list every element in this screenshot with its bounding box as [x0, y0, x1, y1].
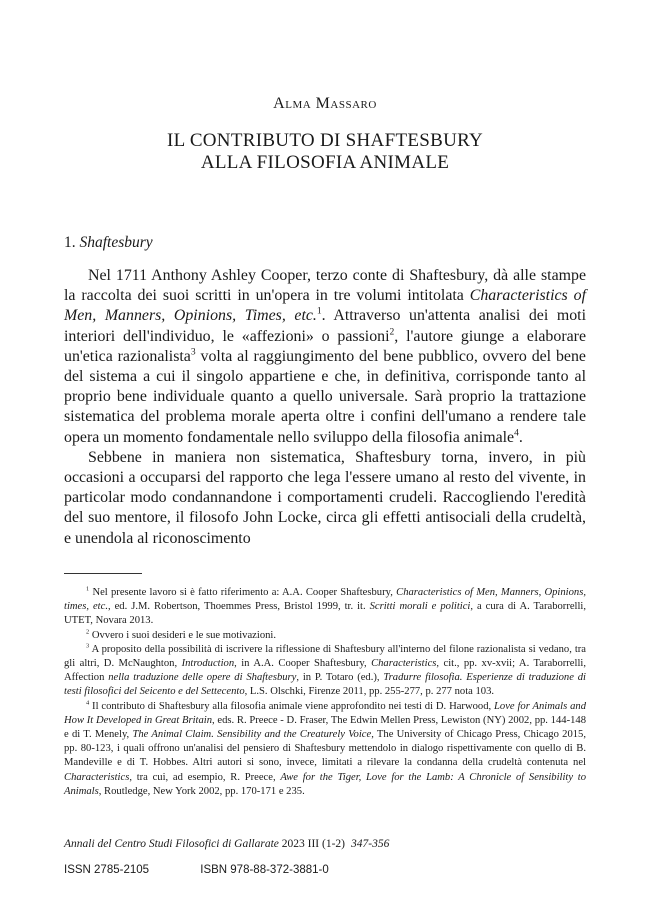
footnote-ref-2[interactable]: 2 — [389, 326, 395, 338]
citation-title: nella traduzione delle opere di Shaftesbury — [108, 672, 297, 684]
title-line-2: ALLA FILOSOFIA ANIMALE — [200, 152, 450, 173]
citation-title: Tradurre filosofia. Esperienze di traduzione di testi filosofici del Seicento e del Settecento — [64, 672, 586, 698]
text-run: , cit., pp. xv-xvii; A. Taraborrelli, Affection — [64, 658, 586, 684]
footnote-3 — [64, 643, 586, 700]
author-name: Alma Massaro — [273, 95, 377, 112]
text-run: . Attraverso un'attenta analisi dei moti interiori dell'individuo, le «affezioni» o passioni — [64, 307, 586, 345]
footnote-number: 3 — [86, 642, 90, 650]
text-run: , tra cui, ad esempio, R. Preece, — [129, 771, 281, 783]
text-run: . — [518, 428, 523, 446]
text-run: , L.S. Olschki, Firenze 2011, pp. 255-277, p. 277 nota 103. — [244, 686, 495, 698]
text-run: , The University of Chicago Press, Chicago 2015, pp. 80-123, i quali offrono un'analisi del pensiero di Shaftesbury mettendolo in dialogo rispettivamente con quello di B. Mandeville e di T. Hobbes. Altri autori si sono, invece, limitati a rilevare la condanna della crudeltà contenuta nel — [64, 729, 586, 769]
section-number: 1. — [64, 234, 76, 251]
page-range: 347-356 — [350, 838, 390, 850]
journal-citation — [64, 838, 389, 850]
citation-title: Characteristics of Men, Manners, Opinions, times, etc. — [64, 587, 586, 613]
isbn: ISBN 978-88-372-3881-0 — [200, 864, 329, 876]
footnote-number: 4 — [86, 699, 90, 707]
citation-title: Introduction — [181, 658, 235, 670]
journal-name: Annali del Centro Studi Filosofici di Gallarate — [64, 838, 279, 850]
footnote-number: 2 — [86, 628, 90, 636]
text-run: , in A.A. Cooper Shaftesbury, — [234, 658, 372, 670]
citation-title: Characteristics — [64, 771, 130, 783]
text-run: , eds. R. Preece - D. Fraser, The Edwin Mellen Press, Lewiston (NY) 2002, pp. 144-148 e di T. Menely, — [64, 714, 586, 741]
body-text — [64, 266, 586, 549]
text-run: , a cura di A. Taraborrelli, UTET, Novara 2013. — [64, 601, 587, 627]
publication-identifiers — [64, 864, 329, 876]
text-run: Il contributo di Shaftesbury alla filosofia animale viene approfondito nei testi di D. Harwood, — [89, 700, 495, 712]
section-heading — [64, 234, 153, 252]
footnote-1 — [64, 586, 586, 629]
journal-volume: 2023 III (1-2) — [278, 838, 345, 850]
text-run: volta al raggiungimento del bene pubblico, ovvero del bene del sistema a cui il singolo appartiene e che, in definitiva, corrisponde tanto al proprio bene individuale quanto a quello universale. Sarà proprio la trattazione sistematica del problema morale aperta oltre i confini dell'umano a rendere tale opera un momento fondamentale nello sviluppo della filosofia animale — [64, 347, 586, 446]
article-title — [0, 130, 650, 174]
footnote-2 — [64, 629, 586, 643]
section-name: Shaftesbury — [79, 234, 153, 251]
text-run: Ovvero i suoi desideri e le sue motivazioni. — [89, 629, 277, 641]
work-title: Characteristics of Men, Manners, Opinions, Times, etc. — [64, 287, 586, 325]
text-run: , l'autore giunge a elaborare un'etica razionalista — [64, 327, 587, 365]
footnote-4 — [64, 700, 586, 799]
text-run: Nel presente lavoro si è fatto riferimento a: A.A. Cooper Shaftesbury, — [89, 587, 397, 598]
paragraph-2: Sebbene in maniera non sistematica, Shaftesbury torna, invero, in più occasioni a occuparsi del rapporto che lega l'essere umano al resto del vivente, in particolar modo condannandone i comportamenti crudeli. Raccogliendo l'eredità del suo mentore, il filosofo John Locke, circa gli effetti antisociali della crudeltà, e unendola al riconoscimento — [64, 448, 586, 547]
text-run: Nel 1711 Anthony Ashley Cooper, terzo conte di Shaftesbury, dà alle stampe la raccolta dei suoi scritti in un'opera in tre volumi intitolata — [64, 267, 586, 305]
title-line-1: IL CONTRIBUTO DI SHAFTESBURY — [166, 130, 484, 151]
footnote-ref-1[interactable]: 1 — [316, 306, 322, 318]
citation-title: The Animal Claim. Sensibility and the Creaturely Voice — [132, 729, 372, 741]
paragraph-1 — [64, 266, 586, 448]
footnote-ref-3[interactable]: 3 — [190, 346, 196, 358]
text-run: , Routledge, New York 2002, pp. 170-171 e 235. — [98, 785, 305, 797]
issn: ISSN 2785-2105 — [64, 864, 150, 876]
citation-title: Scritti morali e politici — [369, 601, 471, 613]
footnote-separator — [64, 573, 142, 574]
footnote-number: 1 — [86, 585, 90, 593]
citation-title: Awe for the Tiger, Love for the Lamb: A Chronicle of Sensibility to Animals — [64, 771, 587, 797]
citation-title: Love for Animals and How It Developed in Great Britain — [64, 700, 586, 726]
text-run: , in P. Totaro (ed.), — [296, 672, 384, 684]
citation-title: Characteristics — [371, 658, 437, 670]
text-run: A proposito della possibilità di iscrivere la riflessione di Shaftesbury all'interno del filone razionalista si vedano, tra gli altri, D. McNaughton, — [64, 643, 586, 670]
footnotes — [64, 586, 586, 799]
footnote-ref-4[interactable]: 4 — [514, 427, 519, 439]
text-run: , ed. J.M. Robertson, Thoemmes Press, Bristol 1999, tr. it. — [107, 601, 370, 613]
